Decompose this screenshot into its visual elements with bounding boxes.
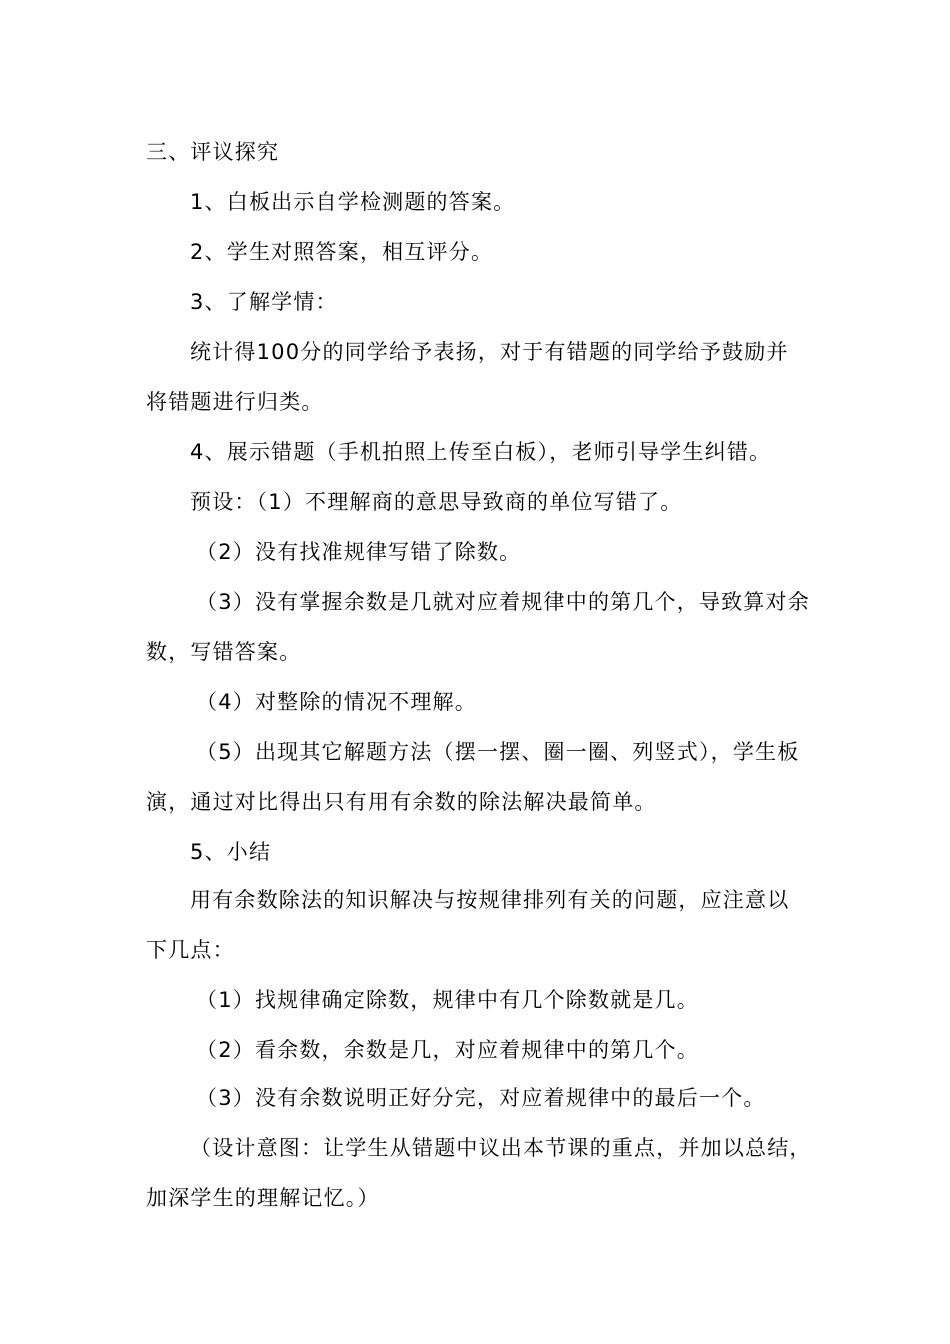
paragraph-line: 用有余数除法的知识解决与按规律排列有关的问题，应注意以 <box>190 888 790 912</box>
paragraph-line: 加深学生的理解记忆。） <box>146 1186 380 1210</box>
paragraph-line: （3）没有掌握余数是几就对应着规律中的第几个，导致算对余 <box>196 590 810 614</box>
section-heading: 三、评议探究 <box>146 140 280 164</box>
paragraph-line: 演，通过对比得出只有用有余数的除法解决最简单。 <box>146 790 657 814</box>
paragraph-line: 5、小结 <box>190 840 272 864</box>
paragraph-line: （4）对整除的情况不理解。 <box>196 690 477 714</box>
paragraph-line: 下几点： <box>146 938 235 962</box>
paragraph-line: 4、展示错题（手机拍照上传至白板），老师引导学生纠错。 <box>190 440 772 464</box>
paragraph-line: 将错题进行归类。 <box>146 390 324 414</box>
paragraph-line: （5）出现其它解题方法（摆一摆、圈一圈、列竖式），学生板 <box>196 740 800 764</box>
paragraph-line: （设计意图：让学生从错题中议出本节课的重点，并加以总结， <box>190 1136 812 1160</box>
paragraph-line: 数，写错答案。 <box>146 640 302 664</box>
paragraph-line: 3、了解学情： <box>190 290 338 314</box>
paragraph-line: 统计得100分的同学给予表扬，对于有错题的同学给予鼓励并 <box>190 340 789 364</box>
paragraph-line: （2）没有找准规律写错了除数。 <box>196 540 522 564</box>
paragraph-line: （3）没有余数说明正好分完，对应着规律中的最后一个。 <box>196 1086 766 1110</box>
paragraph-line: （2）看余数，余数是几，对应着规律中的第几个。 <box>196 1038 699 1062</box>
paragraph-line: 2、学生对照答案，相互评分。 <box>190 240 494 264</box>
paragraph-line: 预设：（1）不理解商的意思导致商的单位写错了。 <box>190 490 683 514</box>
paragraph-line: 1、白板出示自学检测题的答案。 <box>190 190 516 214</box>
paragraph-line: （1）找规律确定除数，规律中有几个除数就是几。 <box>196 988 699 1012</box>
